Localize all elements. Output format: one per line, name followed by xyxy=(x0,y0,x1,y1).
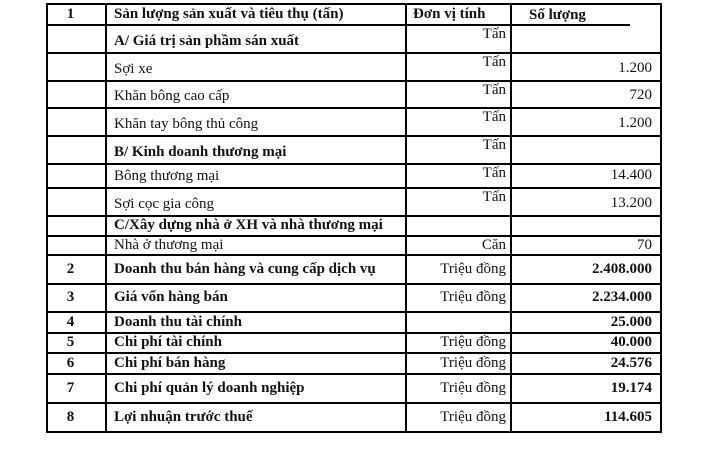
row-number-cell xyxy=(48,189,107,217)
row-number-cell: 5 xyxy=(48,334,107,354)
row-quantity-cell xyxy=(512,137,662,165)
table-row xyxy=(48,82,662,109)
row-unit-cell: Căn xyxy=(407,237,512,256)
row-quantity-cell: 2.234.000 xyxy=(512,285,662,313)
table-row xyxy=(48,334,662,354)
row-description-cell: B/ Kinh doanh thương mại xyxy=(107,137,407,165)
row-quantity-cell: 1.200 xyxy=(512,109,662,137)
row-unit-cell xyxy=(407,217,512,237)
table-row xyxy=(48,217,662,237)
row-description-cell: Sợi xe xyxy=(107,54,407,82)
row-description-cell: Giá vốn hàng bán xyxy=(107,285,407,313)
row-quantity-cell: Số lượng xyxy=(512,5,662,26)
row-description-cell: C/Xây dựng nhà ở XH và nhà thương mại xyxy=(107,217,407,237)
row-number-cell: 6 xyxy=(48,354,107,375)
row-quantity-cell: 1.200 xyxy=(512,54,662,82)
row-description-cell: Doanh thu tài chính xyxy=(107,313,407,334)
row-description-cell: Sản lượng sản xuất và tiêu thụ (tấn) xyxy=(107,5,407,26)
table-row xyxy=(48,109,662,137)
row-description-cell: Sợi cọc gia công xyxy=(107,189,407,217)
row-number-cell: 7 xyxy=(48,375,107,404)
row-quantity-cell xyxy=(512,217,662,237)
row-number-cell xyxy=(48,165,107,189)
row-description-cell: Khăn bông cao cấp xyxy=(107,82,407,109)
row-number-cell xyxy=(48,237,107,256)
row-number-cell: 2 xyxy=(48,256,107,285)
row-description-cell: Bông thương mại xyxy=(107,165,407,189)
row-quantity-cell: 70 xyxy=(512,237,662,256)
row-unit-cell: Triệu đồng xyxy=(407,354,512,375)
report-table xyxy=(46,3,662,433)
row-quantity-cell: 114.605 xyxy=(512,404,662,433)
table-row xyxy=(48,375,662,404)
table-row xyxy=(48,5,662,26)
table-row xyxy=(48,26,662,54)
row-description-cell: Lợi nhuận trước thuế xyxy=(107,404,407,433)
table-row xyxy=(48,237,662,256)
table-row xyxy=(48,189,662,217)
row-quantity-cell: 19.174 xyxy=(512,375,662,404)
row-quantity-cell: 2.408.000 xyxy=(512,256,662,285)
row-unit-cell: Tấn xyxy=(407,82,512,109)
table-row xyxy=(48,256,662,285)
row-unit-cell xyxy=(407,313,512,334)
row-quantity-cell: 720 xyxy=(512,82,662,109)
row-unit-cell: Triệu đồng xyxy=(407,404,512,433)
row-quantity-cell: 24.576 xyxy=(512,354,662,375)
row-description-cell: Chi phí tài chính xyxy=(107,334,407,354)
row-description-cell: Khăn tay bông thủ công xyxy=(107,109,407,137)
row-description-cell: Chi phí quản lý doanh nghiệp xyxy=(107,375,407,404)
row-unit-cell: Triệu đồng xyxy=(407,334,512,354)
row-number-cell xyxy=(48,54,107,82)
table-row xyxy=(48,137,662,165)
row-quantity-cell: 14.400 xyxy=(512,165,662,189)
row-quantity-cell: 40.000 xyxy=(512,334,662,354)
row-description-cell: Nhà ở thương mại xyxy=(107,237,407,256)
table-row xyxy=(48,354,662,375)
row-number-cell: 1 xyxy=(48,5,107,26)
row-unit-cell: Tấn xyxy=(407,189,512,217)
row-description-cell: Chi phí bán hàng xyxy=(107,354,407,375)
row-unit-cell: Tấn xyxy=(407,137,512,165)
row-number-cell xyxy=(48,82,107,109)
row-number-cell xyxy=(48,26,107,54)
row-number-cell: 3 xyxy=(48,285,107,313)
row-unit-cell: Tấn xyxy=(407,109,512,137)
row-unit-cell: Triệu đồng xyxy=(407,375,512,404)
row-unit-cell: Tấn xyxy=(407,54,512,82)
table-row xyxy=(48,404,662,433)
row-number-cell xyxy=(48,109,107,137)
table-row xyxy=(48,54,662,82)
row-quantity-cell: 13.200 xyxy=(512,189,662,217)
row-description-cell: Doanh thu bán hàng và cung cấp dịch vụ xyxy=(107,256,407,285)
row-unit-cell: Tấn xyxy=(407,26,512,54)
row-number-cell: 8 xyxy=(48,404,107,433)
row-number-cell: 4 xyxy=(48,313,107,334)
row-unit-cell: Triệu đồng xyxy=(407,285,512,313)
row-description-cell: A/ Giá trị sản phầm sán xuất xyxy=(107,26,407,54)
table-row xyxy=(48,165,662,189)
row-number-cell xyxy=(48,217,107,237)
report-table-body xyxy=(48,5,662,433)
row-quantity-cell xyxy=(512,26,662,54)
table-row xyxy=(48,285,662,313)
row-unit-cell: Đơn vị tính xyxy=(407,5,512,26)
row-unit-cell: Tấn xyxy=(407,165,512,189)
table-row xyxy=(48,313,662,334)
row-number-cell xyxy=(48,137,107,165)
row-quantity-cell: 25.000 xyxy=(512,313,662,334)
row-unit-cell: Triệu đồng xyxy=(407,256,512,285)
